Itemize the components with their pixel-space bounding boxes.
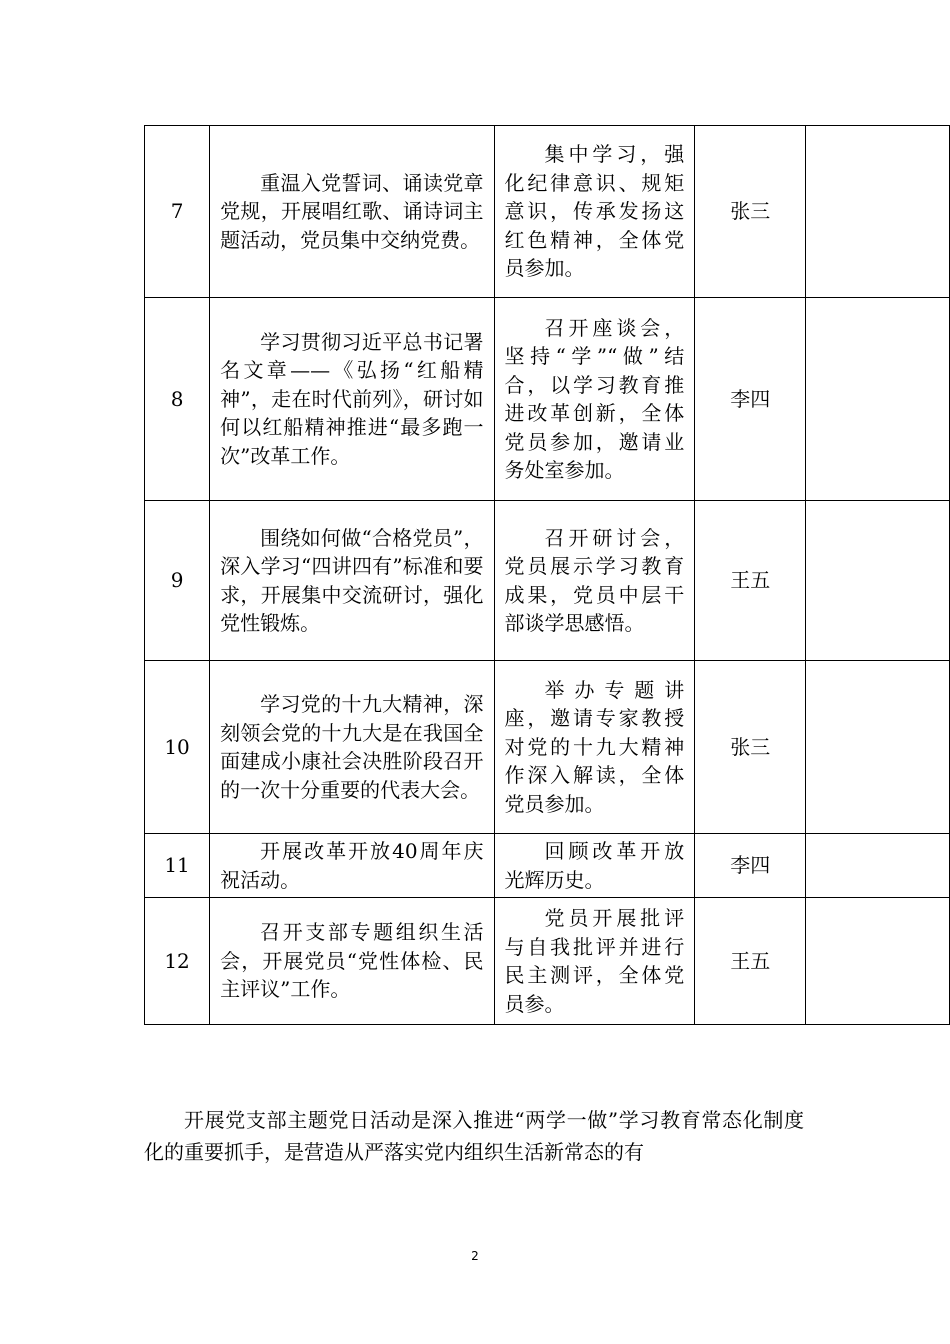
row-number: 10 bbox=[145, 661, 210, 834]
table-row bbox=[145, 898, 950, 1025]
activity-form-cell bbox=[494, 126, 695, 298]
activity-content-cell bbox=[210, 501, 494, 661]
note-cell bbox=[806, 126, 950, 298]
activity-content-cell bbox=[210, 126, 494, 298]
note-cell bbox=[806, 834, 950, 898]
body-paragraph: 开展党支部主题党日活动是深入推进“两学一做”学习教育常态化制度化的重要抓手，是营造从严落实党内组织生活新常态的有 bbox=[144, 1108, 804, 1164]
table-row bbox=[145, 501, 950, 661]
activity-form-cell bbox=[494, 298, 695, 501]
activity-form-cell bbox=[494, 661, 695, 834]
note-cell bbox=[806, 661, 950, 834]
page-number: 2 bbox=[471, 1249, 479, 1263]
row-number: 9 bbox=[145, 501, 210, 661]
row-number: 7 bbox=[145, 126, 210, 298]
activity-content: 开展改革开放40周年庆祝活动。 bbox=[220, 839, 484, 892]
activity-form-cell bbox=[494, 501, 695, 661]
table-row bbox=[145, 834, 950, 898]
activity-content: 学习党的十九大精神，深刻领会党的十九大是在我国全面建成小康社会决胜阶段召开的一次十分重要的代表大会。 bbox=[220, 692, 484, 802]
activity-content: 召开支部专题组织生活会，开展党员“党性体检、民主评议”工作。 bbox=[220, 920, 484, 1002]
responsible-person: 李四 bbox=[695, 834, 806, 898]
activity-form: 党员开展批评与自我批评并进行民主测评，全体党员参。 bbox=[504, 906, 685, 1016]
responsible-person: 王五 bbox=[695, 898, 806, 1025]
table-row bbox=[145, 661, 950, 834]
activity-table bbox=[144, 125, 950, 1025]
table-row bbox=[145, 126, 950, 298]
activity-form: 举办专题讲座，邀请专家教授对党的十九大精神作深入解读，全体党员参加。 bbox=[504, 677, 685, 816]
activity-form-cell bbox=[494, 834, 695, 898]
table-row bbox=[145, 298, 950, 501]
responsible-person: 王五 bbox=[695, 501, 806, 661]
activity-form: 回顾改革开放光辉历史。 bbox=[504, 839, 685, 892]
activity-content-cell bbox=[210, 834, 494, 898]
activity-content: 重温入党誓词、诵读党章党规，开展唱红歌、诵诗词主题活动，党员集中交纳党费。 bbox=[220, 170, 484, 252]
activity-content: 围绕如何做“合格党员”，深入学习“四讲四有”标准和要求，开展集中交流研讨，强化党性锻炼。 bbox=[220, 525, 484, 635]
note-cell bbox=[806, 298, 950, 501]
activity-content-cell bbox=[210, 898, 494, 1025]
activity-form-cell bbox=[494, 898, 695, 1025]
row-number: 8 bbox=[145, 298, 210, 501]
note-cell bbox=[806, 501, 950, 661]
activity-content-cell bbox=[210, 298, 494, 501]
activity-content-cell bbox=[210, 661, 494, 834]
responsible-person: 李四 bbox=[695, 298, 806, 501]
note-cell bbox=[806, 898, 950, 1025]
row-number: 12 bbox=[145, 898, 210, 1025]
activity-form: 集中学习，强化纪律意识、规矩意识，传承发扬这红色精神，全体党员参加。 bbox=[504, 142, 685, 281]
responsible-person: 张三 bbox=[695, 126, 806, 298]
responsible-person: 张三 bbox=[695, 661, 806, 834]
activity-content: 学习贯彻习近平总书记署名文章——《弘扬“红船精神”，走在时代前列》，研讨如何以红船精神推进“最多跑一次”改革工作。 bbox=[220, 329, 484, 468]
activity-form: 召开研讨会，党员展示学习教育成果，党员中层干部谈学思感悟。 bbox=[504, 525, 685, 635]
activity-form: 召开座谈会，坚持“学”“做”结合，以学习教育推进改革创新，全体党员参加，邀请业务处室参加。 bbox=[504, 315, 685, 482]
row-number: 11 bbox=[145, 834, 210, 898]
